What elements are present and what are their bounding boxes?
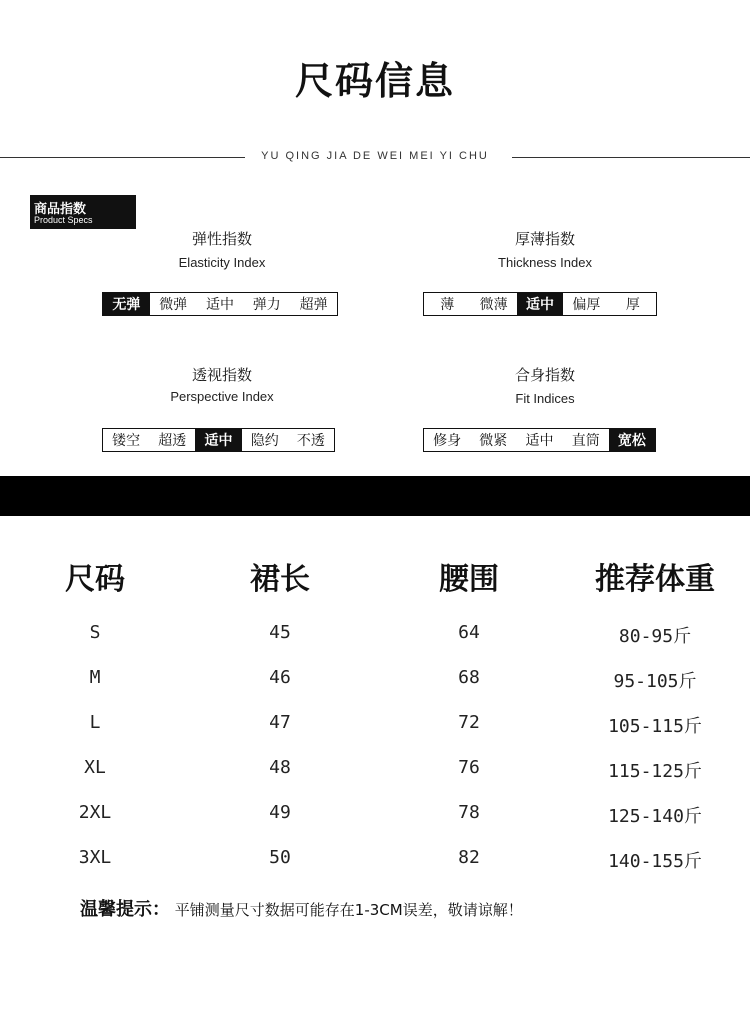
- tip-note: [80, 895, 523, 921]
- elasticity-scale: [102, 292, 338, 316]
- cell-waist: 82: [458, 847, 480, 868]
- thickness-title: 厚薄指数: [514, 230, 575, 248]
- elasticity-option: 超弹: [299, 297, 328, 313]
- perspective-option: 超透: [158, 433, 187, 449]
- perspective-subtitle: Perspective Index: [170, 389, 274, 404]
- fit-option: 直筒: [571, 433, 600, 449]
- cell-waist: 64: [458, 622, 480, 643]
- elasticity-option: 适中: [205, 297, 234, 313]
- cell-length: 50: [269, 847, 291, 868]
- cell-size: 3XL: [78, 847, 112, 868]
- cell-waist: 78: [458, 802, 480, 823]
- cell-weight: 125-140斤: [608, 806, 702, 827]
- fit-option: 修身: [433, 433, 462, 449]
- tip-label: 温馨提示：: [80, 899, 170, 920]
- divider-right: [512, 157, 750, 158]
- perspective-option: 适中: [195, 429, 241, 451]
- cell-waist: 68: [458, 667, 480, 688]
- cell-length: 46: [269, 667, 291, 688]
- cell-length: 48: [269, 757, 291, 778]
- elasticity-subtitle: Elasticity Index: [178, 255, 266, 270]
- cell-weight: 140-155斤: [608, 851, 702, 872]
- page-title: 尺码信息: [294, 59, 455, 103]
- cell-weight: 80-95斤: [618, 626, 692, 647]
- cell-size: L: [89, 712, 101, 733]
- perspective-scale: [102, 428, 335, 452]
- header-waist: 腰围: [439, 562, 499, 597]
- fit-title: 合身指数: [514, 366, 575, 384]
- perspective-option: 镂空: [112, 433, 141, 449]
- fit-option: 微紧: [479, 433, 508, 449]
- product-specs-tag-zh: 商品指数: [34, 202, 87, 217]
- elasticity-title: 弹性指数: [191, 230, 252, 248]
- header-length: 裙长: [250, 562, 310, 597]
- cell-weight: 95-105斤: [613, 671, 697, 692]
- thickness-option: 适中: [517, 293, 563, 315]
- section-divider-bar: [0, 476, 750, 516]
- header-size: 尺码: [65, 562, 125, 597]
- thickness-option: 厚: [625, 297, 640, 313]
- cell-waist: 72: [458, 712, 480, 733]
- perspective-option: 隐约: [250, 433, 279, 449]
- elasticity-option: 无弹: [103, 293, 150, 315]
- cell-size: XL: [84, 757, 106, 778]
- thickness-subtitle: Thickness Index: [498, 255, 592, 270]
- fit-option: 宽松: [609, 429, 655, 451]
- perspective-title: 透视指数: [191, 366, 252, 384]
- fit-option: 适中: [525, 433, 554, 449]
- thickness-option: 薄: [440, 297, 455, 313]
- cell-weight: 105-115斤: [608, 716, 702, 737]
- product-specs-tag-en: Product Specs: [34, 215, 93, 225]
- cell-length: 47: [269, 712, 291, 733]
- fit-scale: [423, 428, 656, 452]
- subtitle-row: [0, 148, 750, 168]
- thickness-scale: [423, 292, 657, 316]
- cell-length: 45: [269, 622, 291, 643]
- perspective-option: 不透: [296, 433, 325, 449]
- fit-subtitle: Fit Indices: [515, 391, 575, 406]
- cell-size: S: [89, 622, 101, 643]
- header-weight: 推荐体重: [595, 562, 715, 597]
- thickness-option: 微薄: [479, 297, 508, 313]
- elasticity-option: 微弹: [159, 297, 188, 313]
- elasticity-option: 弹力: [252, 297, 281, 313]
- thickness-option: 偏厚: [572, 297, 601, 313]
- cell-size: M: [89, 667, 101, 688]
- cell-size: 2XL: [78, 802, 112, 823]
- cell-length: 49: [269, 802, 291, 823]
- cell-weight: 115-125斤: [608, 761, 702, 782]
- tip-text: 平铺测量尺寸数据可能存在1-3CM误差，敬请谅解！: [174, 901, 523, 919]
- page-subtitle: YU QING JIA DE WEI MEI YI CHU: [261, 150, 489, 162]
- cell-waist: 76: [458, 757, 480, 778]
- product-specs-tag: [30, 195, 136, 229]
